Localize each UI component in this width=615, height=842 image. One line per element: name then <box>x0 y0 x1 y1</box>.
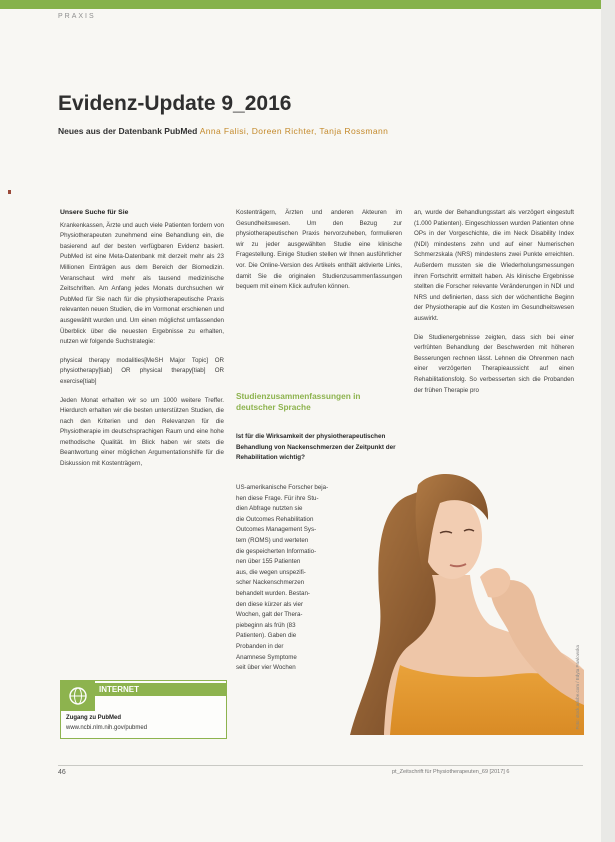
neck-pain-photo <box>340 465 584 735</box>
text-line: dien Abfrage nutzten sie <box>236 505 303 513</box>
text-line: Outcomes Management Sys- <box>236 526 317 534</box>
photo-credit: Foto: stock.adobe.com / Edyta Pawlowska <box>575 645 580 730</box>
text-line: US-amerikanische Forscher beja- <box>236 484 329 491</box>
pubmed-link[interactable]: www.ncbi.nlm.nih.gov/pubmed <box>66 725 148 731</box>
internet-info-box <box>60 680 227 739</box>
author-list: Anna Falisi, Doreen Richter, Tanja Rossmann <box>199 126 389 136</box>
globe-icon <box>61 681 95 711</box>
text-line: die gespeicherten Informatio- <box>236 547 317 555</box>
page-number: 46 <box>58 769 66 776</box>
text-line: hen diese Frage. Für ihre Stu- <box>236 494 319 502</box>
column-2 <box>236 208 402 301</box>
text-line: aus, die wegen unspezifi- <box>236 568 306 576</box>
col1-heading: Unsere Suche für Sie <box>60 209 129 216</box>
infobox-label: INTERNET <box>95 683 226 696</box>
search-strategy: physical therapy modalities[MeSH Major Topic] OR physiotherapy[tiab] OR physical therapy[tiab] OR exercise[tiab] <box>60 356 224 385</box>
infobox-heading: Zugang zu PubMed <box>66 715 121 721</box>
margin-mark <box>8 190 11 194</box>
scan-edge <box>601 0 615 842</box>
journal-footer: pt_Zeitschrift für Physiotherapeuten_69 [2017] 6 <box>392 769 510 775</box>
top-color-bar <box>0 0 601 9</box>
subtitle-lead: Neues aus der Datenbank PubMed <box>58 126 198 136</box>
text-line: den diese kürzer als vier <box>236 600 304 608</box>
text-line: nen über 155 Patienten <box>236 558 301 566</box>
clinical-question: Ist für die Wirksamkeit der physiotherapeutischen Behandlung von Nackenschmerzen der Zeitpunkt der Rehabilitation wichtig? <box>236 433 396 461</box>
footer-rule <box>58 765 583 766</box>
text-line: scher Nackenschmerzen <box>236 579 305 587</box>
text-line: die Outcomes Rehabilitation <box>236 515 314 523</box>
text-line: tem (ROMS) und werteten <box>236 536 309 544</box>
article-title: Evidenz-Update 9_2016 <box>58 92 292 115</box>
column-3 <box>414 208 574 404</box>
text-line: Wochen, galt der Thera- <box>236 611 303 619</box>
column-2-narrow-text <box>236 483 356 674</box>
text-line: behandelt wurden. Bestan- <box>236 589 310 597</box>
section-label: PRAXIS <box>58 13 96 20</box>
col3-paragraph-2: Die Studienergebnisse zeigten, dass sich bei einer verfrühten Behandlung der Beschwerden mit höheren Besserungen rechnen lässt. Lehnen die Ohrenmen nach einer verzögerten Therapieaussicht auf einen Rehabilitationsfolg. So verbesserten sich die Probanden der frühen Therapie pro <box>414 333 574 394</box>
article-subtitle <box>58 126 388 136</box>
text-line: piebeginn als früh (83 <box>236 621 296 629</box>
text-line: Anamnese Symptome <box>236 653 297 661</box>
section-heading-green: Studienzusammenfassungen in deutscher Sprache <box>236 391 361 412</box>
col3-paragraph-1: an, wurde der Behandlungsstart als verzögert eingestuft (1.000 Patienten). Eingeschlossen wurden Patienten ohne OPs in der Vorgeschichte, die im Neck Disability Index (NDI) mindestens zehn und auf einer Numerischen Schmerzskala (NRS) mindestens zwei Punkte erreichten. Außerdem mussten sie die Wiederholungsmessungen ihren Fortschritt ermittelt haben. Als klinische Ergebnisse stellten die Forscher relevante Veränderungen in NDI und NRS und definierten, dass sich der wöchentliche Beginn der Physiotherapie auf die Kosten im Gesundheitswesen auswirkt. <box>414 209 574 322</box>
text-line: Patienten). Gaben die <box>236 632 297 640</box>
col2-paragraph-1: Kostenträgern, Ärzten und anderen Akteuren im Gesundheitswesen. Um den Bezug zur physiotherapeutischen Praxis hervorzuheben, formulieren wir zu jeder ausgewählten Studie eine klinische Fragestellung. Einige Studien stellen wir Ihnen ausführlicher vor. Die Online-Version des Artikels enthält aktivierte Links, damit Sie die originalen Studienzusammenfassungen bequem mit einem Klick aufrufen können. <box>236 209 402 291</box>
col1-paragraph-3: Jeden Monat erhalten wir so um 1000 weitere Treffer. Hierdurch erhalten wir die besten unterstützen Studien, die nach den Kriterien und den Relevanzen für die Physiotherapie im deutschsprachigen Raum und eine hohe methodische Qualität. Im Blick haben wir stets die Beantwortung einer möglichen Argumentationshilfe für die Diskussion mit Kostenträgern, <box>60 396 224 468</box>
text-line: Probanden in der <box>236 642 284 650</box>
text-line: seit über vier Wochen <box>236 664 296 672</box>
col1-paragraph-1: Krankenkassen, Ärzte und auch viele Patienten fordern von Physiotherapeuten zunehmend eine Behandlung ein, die basierend auf der besten verfügbaren Evidenz basiert. PubMed ist eine Meta-Datenbank mit derzeit mehr als 23 Millionen Einträgen aus dem Bereich der Biomedizin. Veranschaut wird mehr als tausend medizinische Zeitschriften. Am Anfang jedes Monats durchsuchen wir PubMed für Sie nach für die physiotherapeutische Praxis relevanten neuen Studien, die im Vormonat erschienen und ausgewählt wurden und. Um einen möglichst umfassenden Überblick über die neuesten Ergebnisse zu erhalten, nutzen wir folgende Suchstrategie: <box>60 221 224 346</box>
column-1 <box>60 208 224 478</box>
